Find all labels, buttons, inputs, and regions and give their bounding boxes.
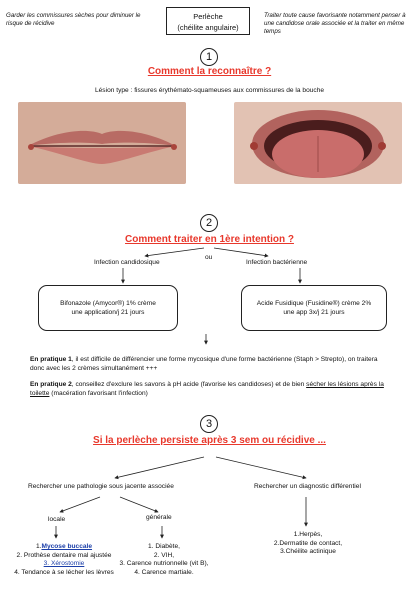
lesion-description: Lésion type : fissures érythémato-squameuses aux commissures de la bouche — [94, 87, 325, 94]
or-label: ou — [205, 254, 213, 261]
practice-2-text: , conseillez d'exclure les savons à pH acide (favorise les candidoses) et de bien — [71, 381, 307, 388]
fusidic-line1: Acide Fusidique (Fusidine®) crème 2% — [256, 300, 372, 307]
locale-item-3-number: 3. — [43, 560, 51, 567]
section-2-heading: Comment traiter en 1ère intention ? — [125, 234, 294, 245]
generale-label: générale — [146, 514, 172, 521]
differential-list — [256, 531, 360, 557]
section-1-heading: Comment la reconnaître ? — [147, 66, 272, 77]
generale-item-2: 2. VIH, — [153, 551, 175, 559]
practice-note-2 — [30, 381, 390, 398]
xerostomie-link[interactable]: Xérostomie — [50, 560, 85, 567]
practice-2-end: (macération favorisant l'infection) — [49, 389, 148, 397]
differential-item-2: 2.Dermatite de contact, — [273, 539, 343, 547]
generale-item-1: 1. Diabète, — [148, 543, 180, 550]
locale-item-1 — [14, 543, 114, 552]
page-title: Perlèche — [193, 12, 223, 21]
differential-item-3: 3.Chéilite actinique — [280, 548, 336, 555]
section-1-number: 1 — [200, 48, 218, 66]
generale-item-3: 3. Carence nutrionnelle (vit B), — [119, 560, 209, 567]
locale-item-3 — [14, 560, 114, 569]
section-2-number: 2 — [200, 214, 218, 232]
practice-1-label: En pratique 1 — [30, 356, 72, 363]
bifonazole-line2: une application/j 21 jours — [71, 309, 145, 316]
mycose-buccale-link[interactable]: Mycose buccale — [41, 543, 93, 550]
practice-2-underlined: sécher les lésions après la toilette — [30, 381, 384, 397]
locale-label: locale — [48, 516, 66, 523]
fusidic-line2: une app 3x/j 21 jours — [283, 309, 345, 316]
header-right-note: Traiter toute cause favorisante notamment penser à une candidose orale associée et la traiter en même temps — [264, 12, 406, 35]
bifonazole-line1: Bifonazole (Amycor®) 1% crème — [60, 300, 156, 307]
practice-note-1 — [30, 356, 390, 373]
generale-item-4: 4. Carence martiale. — [134, 568, 194, 576]
section-3-number: 3 — [200, 415, 218, 433]
generale-list — [104, 543, 224, 577]
locale-item-1-number: 1. — [35, 543, 42, 550]
locale-item-4: 4. Tendance à se lécher les lèvres — [14, 568, 114, 576]
treatment-box-fusidic-acid — [241, 285, 387, 331]
candidosis-label: Infection candidosique — [94, 259, 160, 266]
locale-item-2: 2. Prothèse dentaire mal ajustée — [16, 551, 112, 559]
differential-item-1: 1.Herpès, — [293, 531, 323, 538]
practice-1-text: , il est difficile de différencier une forme mycosique d'une forme bactérienne (Staph > Strepto), on traitera donc avec les 2 crèmes simultanément +++ — [30, 356, 378, 372]
bacterial-label: Infection bactérienne — [246, 259, 308, 266]
section-3-heading: Si la perlèche persiste après 3 sem ou récidive ... — [93, 435, 326, 446]
page-subtitle: (chéilite angulaire) — [177, 23, 239, 32]
underlying-pathology-label: Rechercher une pathologie sous jacente associée — [28, 483, 174, 490]
header-left-note: Garder les commissures sèches pour diminuer le risque de récidive — [6, 12, 141, 27]
practice-2-label: En pratique 2 — [30, 381, 72, 388]
locale-list — [14, 543, 114, 577]
differential-diagnosis-label: Rechercher un diagnostic différentiel — [254, 483, 361, 490]
treatment-box-bifonazole — [38, 285, 178, 331]
